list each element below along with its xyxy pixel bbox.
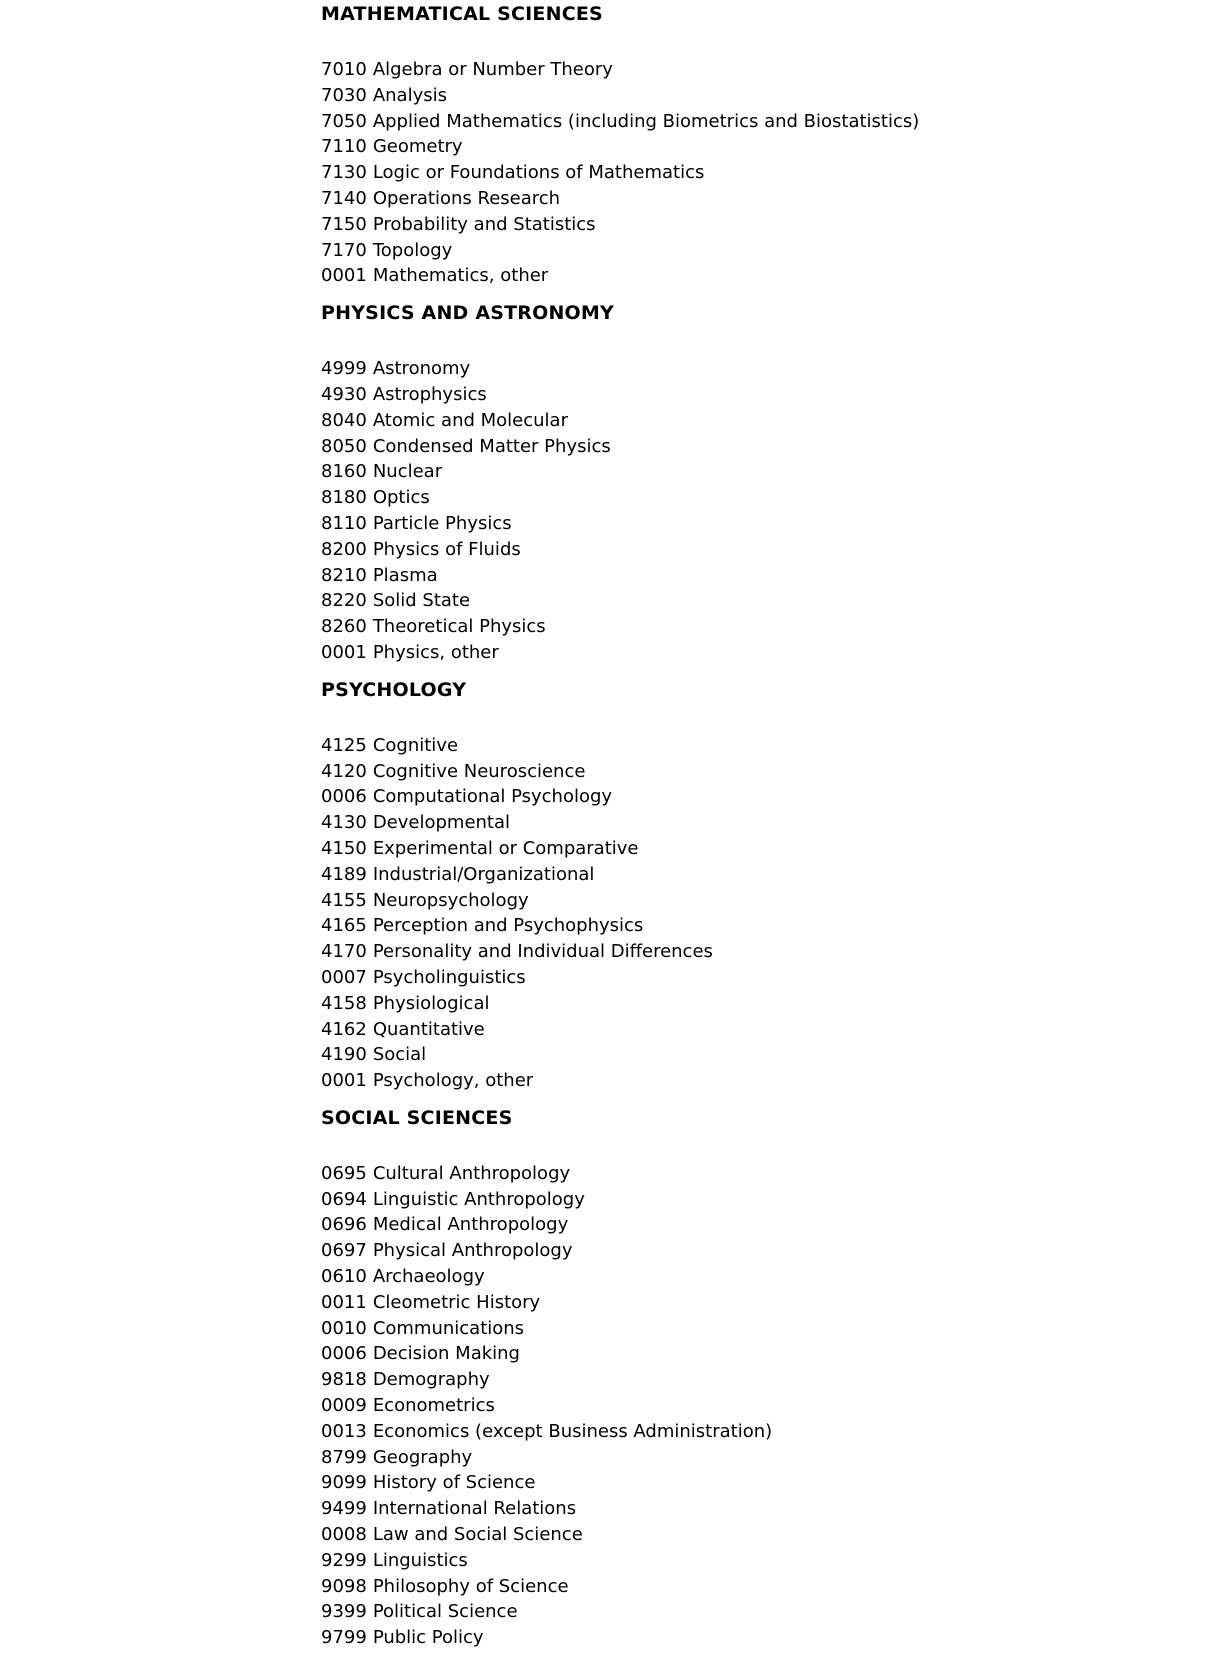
list-item — [321, 1187, 1201, 1213]
field-code: 0009 — [321, 1395, 367, 1417]
field-name: Political Science — [372, 1601, 518, 1623]
field-code: 8210 — [321, 564, 367, 586]
field-name: Nuclear — [372, 461, 443, 483]
field-name: International Relations — [372, 1498, 577, 1520]
field-code: 0694 — [321, 1188, 367, 1210]
field-name: Cleometric History — [372, 1291, 541, 1313]
list-item — [321, 238, 1201, 264]
field-list — [321, 51, 1201, 289]
list-item — [321, 588, 1201, 614]
field-code: 9098 — [321, 1575, 367, 1597]
field-name: Mathematics, other — [372, 265, 549, 287]
field-code: 4165 — [321, 915, 367, 937]
field-name: Optics — [372, 487, 430, 509]
field-name: Psycholinguistics — [372, 966, 526, 988]
field-code: 0610 — [321, 1266, 367, 1288]
field-code: 4155 — [321, 889, 367, 911]
field-name: Logic or Foundations of Mathematics — [372, 162, 705, 184]
list-item — [321, 109, 1201, 135]
list-item — [321, 1367, 1201, 1393]
field-code: 4190 — [321, 1044, 367, 1066]
list-item — [321, 1316, 1201, 1342]
list-item — [321, 1290, 1201, 1316]
list-item — [321, 733, 1201, 759]
list-item — [321, 408, 1201, 434]
section — [321, 299, 1201, 666]
list-item — [321, 1599, 1201, 1625]
field-code: 0006 — [321, 1343, 367, 1365]
list-item — [321, 1238, 1201, 1264]
list-item — [321, 263, 1201, 289]
field-name: Analysis — [372, 84, 447, 106]
list-item — [321, 836, 1201, 862]
list-item — [321, 784, 1201, 810]
list-item — [321, 1212, 1201, 1238]
field-name: Astronomy — [372, 358, 471, 380]
list-item — [321, 134, 1201, 160]
field-code: 4999 — [321, 358, 367, 380]
section-title: PHYSICS AND ASTRONOMY — [321, 302, 614, 325]
section-title: SOCIAL SCIENCES — [321, 1106, 513, 1129]
field-name: History of Science — [372, 1472, 536, 1494]
field-name: Demography — [372, 1369, 490, 1391]
field-name: Experimental or Comparative — [372, 837, 639, 859]
field-name: Condensed Matter Physics — [372, 435, 611, 457]
field-code: 0013 — [321, 1420, 367, 1442]
field-list — [321, 727, 1201, 1094]
field-name: Communications — [372, 1317, 525, 1339]
field-code: 9818 — [321, 1369, 367, 1391]
field-name: Decision Making — [372, 1343, 520, 1365]
field-code: 7140 — [321, 187, 367, 209]
list-item — [321, 1445, 1201, 1471]
list-item — [321, 1574, 1201, 1600]
field-name: Econometrics — [372, 1395, 495, 1417]
list-item — [321, 759, 1201, 785]
list-item — [321, 382, 1201, 408]
field-name: Neuropsychology — [372, 889, 529, 911]
field-code: 4158 — [321, 992, 367, 1014]
field-name: Algebra or Number Theory — [372, 59, 613, 80]
section-title: PSYCHOLOGY — [321, 678, 467, 701]
field-name: Linguistic Anthropology — [372, 1188, 585, 1210]
field-name: Geography — [372, 1446, 473, 1468]
field-code: 9099 — [321, 1472, 367, 1494]
field-code: 4130 — [321, 812, 367, 834]
field-code: 9399 — [321, 1601, 367, 1623]
field-name: Physics of Fluids — [372, 538, 521, 560]
field-name: Applied Mathematics (including Biometrics and Biostatistics) — [372, 110, 920, 132]
field-name: Physiological — [372, 992, 490, 1014]
list-item — [321, 511, 1201, 537]
field-code: 9799 — [321, 1627, 367, 1649]
field-code: 9299 — [321, 1549, 367, 1571]
field-name: Physics, other — [372, 641, 499, 663]
list-item — [321, 991, 1201, 1017]
list-item — [321, 810, 1201, 836]
field-name: Perception and Psychophysics — [372, 915, 644, 937]
list-item — [321, 1042, 1201, 1068]
field-name: Geometry — [372, 136, 463, 158]
list-item — [321, 1496, 1201, 1522]
field-name: Archaeology — [372, 1266, 485, 1288]
field-code: 8040 — [321, 409, 367, 431]
list-item — [321, 1264, 1201, 1290]
field-code: 0008 — [321, 1524, 367, 1546]
field-code: 4120 — [321, 760, 367, 782]
field-code: 4189 — [321, 863, 367, 885]
field-name: Quantitative — [372, 1018, 485, 1040]
field-name: Theoretical Physics — [372, 616, 546, 638]
list-item — [321, 160, 1201, 186]
field-list — [321, 350, 1201, 666]
field-code: 7010 — [321, 59, 367, 80]
list-item — [321, 939, 1201, 965]
field-code: 7110 — [321, 136, 367, 158]
list-item — [321, 913, 1201, 939]
list-item — [321, 1548, 1201, 1574]
list-item — [321, 1393, 1201, 1419]
field-code: 4162 — [321, 1018, 367, 1040]
field-code: 4125 — [321, 734, 367, 756]
field-name: Cultural Anthropology — [372, 1162, 571, 1184]
list-item — [321, 1068, 1201, 1094]
field-code: 8260 — [321, 616, 367, 638]
field-name: Atomic and Molecular — [372, 409, 568, 431]
list-item — [321, 356, 1201, 382]
field-name: Probability and Statistics — [372, 213, 596, 235]
field-code: 0696 — [321, 1214, 367, 1236]
list-item — [321, 563, 1201, 589]
field-code: 0007 — [321, 966, 367, 988]
field-code: 0001 — [321, 641, 367, 663]
section — [321, 0, 1201, 289]
field-code: 0011 — [321, 1291, 367, 1313]
field-code: 9499 — [321, 1498, 367, 1520]
field-name: Physical Anthropology — [372, 1240, 573, 1262]
list-item — [321, 862, 1201, 888]
field-name: Cognitive — [372, 734, 459, 756]
list-item — [321, 83, 1201, 109]
field-codes-document — [321, 0, 1201, 1661]
list-item — [321, 640, 1201, 666]
field-name: Linguistics — [372, 1549, 468, 1571]
field-name: Social — [372, 1044, 427, 1066]
field-code: 8200 — [321, 538, 367, 560]
field-code: 7030 — [321, 84, 367, 106]
field-name: Cognitive Neuroscience — [372, 760, 586, 782]
field-name: Philosophy of Science — [372, 1575, 569, 1597]
field-name: Computational Psychology — [372, 786, 613, 808]
list-item — [321, 212, 1201, 238]
field-code: 0001 — [321, 265, 367, 287]
field-name: Plasma — [372, 564, 438, 586]
field-name: Medical Anthropology — [372, 1214, 569, 1236]
list-item — [321, 1161, 1201, 1187]
field-name: Developmental — [372, 812, 511, 834]
field-code: 8050 — [321, 435, 367, 457]
field-code: 7050 — [321, 110, 367, 132]
field-code: 0695 — [321, 1162, 367, 1184]
field-code: 4170 — [321, 941, 367, 963]
field-name: Operations Research — [372, 187, 561, 209]
field-name: Astrophysics — [372, 383, 487, 405]
list-item — [321, 1522, 1201, 1548]
list-item — [321, 537, 1201, 563]
field-name: Particle Physics — [372, 512, 512, 534]
field-code: 7150 — [321, 213, 367, 235]
field-name: Public Policy — [372, 1627, 484, 1649]
field-code: 8180 — [321, 487, 367, 509]
field-code: 8160 — [321, 461, 367, 483]
list-item — [321, 888, 1201, 914]
field-list — [321, 1155, 1201, 1651]
field-name: Topology — [372, 239, 453, 261]
field-name: Psychology, other — [372, 1070, 534, 1092]
field-code: 4150 — [321, 837, 367, 859]
field-name: Personality and Individual Differences — [372, 941, 713, 963]
section — [321, 676, 1201, 1094]
list-item — [321, 434, 1201, 460]
list-item — [321, 1470, 1201, 1496]
field-name: Law and Social Science — [372, 1524, 583, 1546]
field-name: Industrial/Organizational — [372, 863, 595, 885]
list-item — [321, 1419, 1201, 1445]
field-code: 4930 — [321, 383, 367, 405]
list-item — [321, 1017, 1201, 1043]
list-item — [321, 459, 1201, 485]
field-code: 7170 — [321, 239, 367, 261]
field-code: 0010 — [321, 1317, 367, 1339]
field-name: Solid State — [372, 590, 471, 612]
list-item — [321, 965, 1201, 991]
field-code: 0006 — [321, 786, 367, 808]
section — [321, 1104, 1201, 1651]
list-item — [321, 57, 1201, 83]
list-item — [321, 485, 1201, 511]
field-code: 8220 — [321, 590, 367, 612]
list-item — [321, 186, 1201, 212]
list-item — [321, 614, 1201, 640]
field-code: 8110 — [321, 512, 367, 534]
field-code: 8799 — [321, 1446, 367, 1468]
field-code: 0001 — [321, 1070, 367, 1092]
list-item — [321, 1341, 1201, 1367]
list-item — [321, 1625, 1201, 1651]
section-title: MATHEMATICAL SCIENCES — [321, 3, 603, 25]
field-code: 7130 — [321, 162, 367, 184]
field-code: 0697 — [321, 1240, 367, 1262]
field-name: Economics (except Business Administration) — [372, 1420, 773, 1442]
